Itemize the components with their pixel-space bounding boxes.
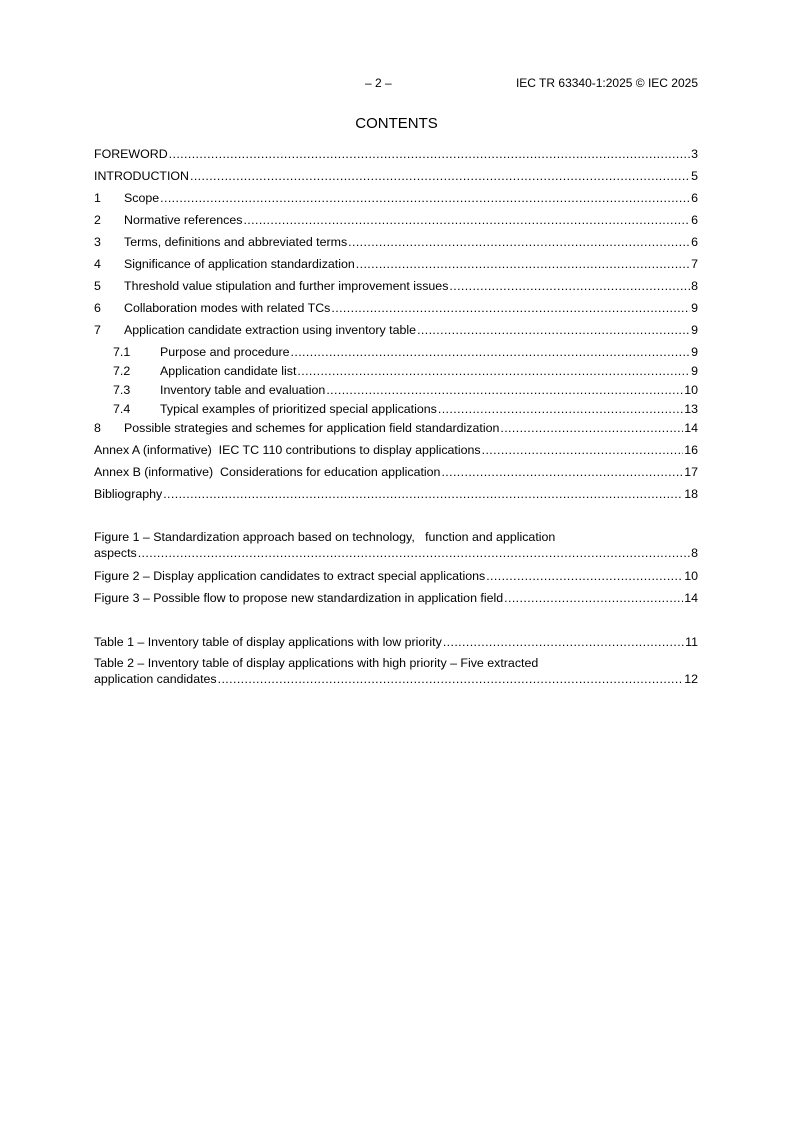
leader-dots (504, 589, 683, 607)
contents-title: CONTENTS (355, 115, 438, 132)
leader-dots (443, 633, 684, 651)
toc-entry-text: Significance of application standardization (124, 257, 355, 271)
leader-dots (169, 145, 690, 163)
toc-entry-page: 17 (684, 465, 698, 479)
toc-entry-page: 8 (691, 279, 698, 293)
table-entry-page: 12 (684, 672, 698, 686)
section-spacer (94, 611, 698, 633)
leader-dots (163, 485, 683, 503)
toc-entry-annex-b[interactable] (94, 463, 698, 485)
list-of-tables-entry-2[interactable] (94, 655, 698, 693)
toc-entry-page: 6 (691, 235, 698, 249)
figure-entry-page: 14 (684, 591, 698, 605)
toc-entry-number: 7 (94, 323, 101, 337)
toc-entry-text: FOREWORD (94, 147, 168, 161)
toc-entry-text: Normative references (124, 213, 243, 227)
table-entry-text: Table 1 – Inventory table of display applications with low priority (94, 635, 442, 649)
toc-entry-collaboration[interactable] (94, 299, 698, 321)
leader-dots (138, 545, 690, 561)
leader-dots (297, 362, 690, 380)
figure-entry-text-continued: aspects (94, 546, 137, 560)
toc-entry-introduction[interactable] (94, 167, 698, 189)
leader-dots (441, 463, 683, 481)
section-spacer (94, 507, 698, 529)
toc-entry-text: Terms, definitions and abbreviated terms (124, 235, 348, 249)
toc-entry-scope[interactable] (94, 189, 698, 211)
toc-entry-number: 2 (94, 213, 101, 227)
toc-entry-text: INTRODUCTION (94, 169, 189, 183)
toc-entry-candidate-extraction[interactable] (94, 321, 698, 343)
toc-entry-text: Typical examples of prioritized special applications (160, 402, 437, 416)
toc-entry-page: 5 (691, 169, 698, 183)
figure-entry-page: 8 (691, 546, 698, 560)
toc-entry-text: Scope (124, 191, 160, 205)
page-number: – 2 – (365, 76, 392, 90)
leader-dots (331, 299, 690, 317)
toc-entry-number: 5 (94, 279, 101, 293)
list-of-tables-entry-1[interactable] (94, 633, 698, 655)
leader-dots (356, 255, 690, 273)
list-of-figures-entry-2[interactable] (94, 567, 698, 589)
toc-entry-number: 3 (94, 235, 101, 249)
document-reference: IEC TR 63340-1:2025 © IEC 2025 (515, 76, 698, 90)
toc-entry-number: 8 (94, 421, 101, 435)
toc-entry-page: 9 (691, 345, 698, 359)
leader-dots (486, 567, 683, 585)
leader-dots (291, 343, 691, 361)
toc-entry-text: Threshold value stipulation and further improvement issues (124, 279, 449, 293)
leader-dots (243, 211, 690, 229)
toc-entry-text: Purpose and procedure (160, 345, 290, 359)
toc-entry-number: 7.2 (113, 364, 131, 378)
toc-entry-text: Inventory table and evaluation (160, 383, 326, 397)
toc-entry-text: Annex B (informative) Considerations for education application (94, 465, 441, 479)
toc-entry-threshold[interactable] (94, 277, 698, 299)
toc-entry-normative-references[interactable] (94, 211, 698, 233)
toc-entry-number: 7.4 (113, 402, 131, 416)
toc-entry-annex-a[interactable] (94, 441, 698, 463)
table-entry-text: Table 2 – Inventory table of display applications with high priority – Five extracted (94, 656, 539, 670)
leader-dots (438, 400, 683, 418)
figure-entry-text: Figure 3 – Possible flow to propose new standardization in application field (94, 591, 504, 605)
toc-entry-page: 13 (684, 402, 698, 416)
toc-entry-page: 9 (691, 364, 698, 378)
toc-entry-number: 1 (94, 191, 101, 205)
figure-entry-page: 10 (684, 569, 698, 583)
toc-entry-page: 10 (684, 383, 698, 397)
leader-dots (482, 441, 684, 459)
toc-entry-bibliography[interactable] (94, 485, 698, 507)
toc-entry-page: 9 (691, 301, 698, 315)
toc-entry-foreword[interactable] (94, 145, 698, 167)
table-entry-text-continued: application candidates (94, 672, 217, 686)
toc-entry-number: 7.1 (113, 345, 131, 359)
toc-entry-page: 14 (684, 421, 698, 435)
table-of-contents (94, 145, 698, 693)
toc-entry-page: 9 (691, 323, 698, 337)
toc-entry-page: 18 (684, 487, 698, 501)
leader-dots (500, 419, 683, 437)
toc-entry-page: 7 (691, 257, 698, 271)
leader-dots (190, 167, 690, 185)
toc-entry-purpose[interactable] (94, 343, 698, 362)
list-of-figures-entry-1[interactable] (94, 529, 698, 567)
toc-entry-candidate-list[interactable] (94, 362, 698, 381)
figure-entry-text: Figure 1 – Standardization approach based on technology, function and application (94, 530, 556, 544)
toc-entry-inventory-table[interactable] (94, 381, 698, 400)
toc-entry-terms[interactable] (94, 233, 698, 255)
leader-dots (417, 321, 690, 339)
toc-entry-significance[interactable] (94, 255, 698, 277)
toc-entry-text: Possible strategies and schemes for application field standardization (124, 421, 500, 435)
toc-entry-typical-examples[interactable] (94, 400, 698, 419)
toc-entry-page: 6 (691, 191, 698, 205)
toc-entry-number: 4 (94, 257, 101, 271)
toc-entry-page: 3 (691, 147, 698, 161)
toc-entry-text: Bibliography (94, 487, 163, 501)
leader-dots (449, 277, 690, 295)
leader-dots (218, 671, 684, 687)
table-entry-page: 11 (685, 635, 698, 649)
toc-entry-text: Annex A (informative) IEC TC 110 contributions to display applications (94, 443, 481, 457)
toc-entry-text: Application candidate list (160, 364, 297, 378)
figure-entry-text: Figure 2 – Display application candidates to extract special applications (94, 569, 486, 583)
toc-entry-number: 6 (94, 301, 101, 315)
toc-entry-text: Application candidate extraction using inventory table (124, 323, 417, 337)
toc-entry-text: Collaboration modes with related TCs (124, 301, 331, 315)
leader-dots (326, 381, 683, 399)
toc-entry-strategies[interactable] (94, 419, 698, 441)
leader-dots (160, 189, 690, 207)
toc-entry-number: 7.3 (113, 383, 131, 397)
toc-entry-page: 6 (691, 213, 698, 227)
leader-dots (348, 233, 690, 251)
list-of-figures-entry-3[interactable] (94, 589, 698, 611)
toc-entry-page: 16 (684, 443, 698, 457)
